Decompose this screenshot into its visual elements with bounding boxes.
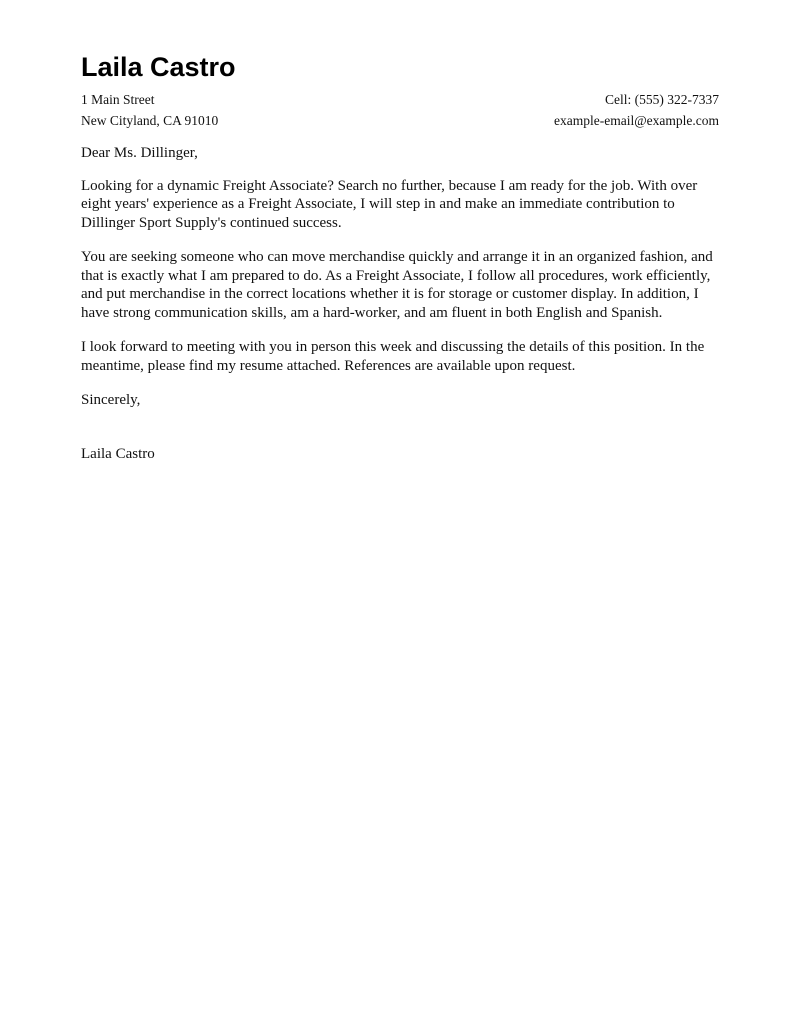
paragraph-closing-remarks: I look forward to meeting with you in person this week and discussing the details of this position. In the meantime, please find my resume attached. References are available upon request. xyxy=(81,339,705,374)
email-address: example-email@example.com xyxy=(554,113,719,128)
paragraph-qualifications: You are seeking someone who can move merchandise quickly and arrange it in an organized fashion, and that is exactly what I am prepared to do. As a Freight Associate, I follow all procedures, work efficiently, and put merchandise in the correct locations whether it is for storage or customer display. In addition, I have strong communication skills, am a hard-worker, and am fluent in both English and Spanish. xyxy=(81,249,713,321)
closing: Sincerely, xyxy=(81,392,141,408)
paragraph-intro: Looking for a dynamic Freight Associate? Search no further, because I am ready for the job. With over eight years' experience as a Freight Associate, I will step in and make an immediate contribution to Dillinger Sport Supply's continued success. xyxy=(81,177,698,231)
sender-name: Laila Castro xyxy=(81,52,236,82)
phone-number: Cell: (555) 322-7337 xyxy=(605,92,719,107)
city-state-zip: New Cityland, CA 91010 xyxy=(81,113,219,128)
salutation: Dear Ms. Dillinger, xyxy=(81,145,198,161)
contact-row-1 xyxy=(81,90,719,110)
letter-body xyxy=(81,144,726,463)
contact-row-2 xyxy=(81,111,719,131)
street-address: 1 Main Street xyxy=(81,92,155,107)
signature: Laila Castro xyxy=(81,445,155,462)
